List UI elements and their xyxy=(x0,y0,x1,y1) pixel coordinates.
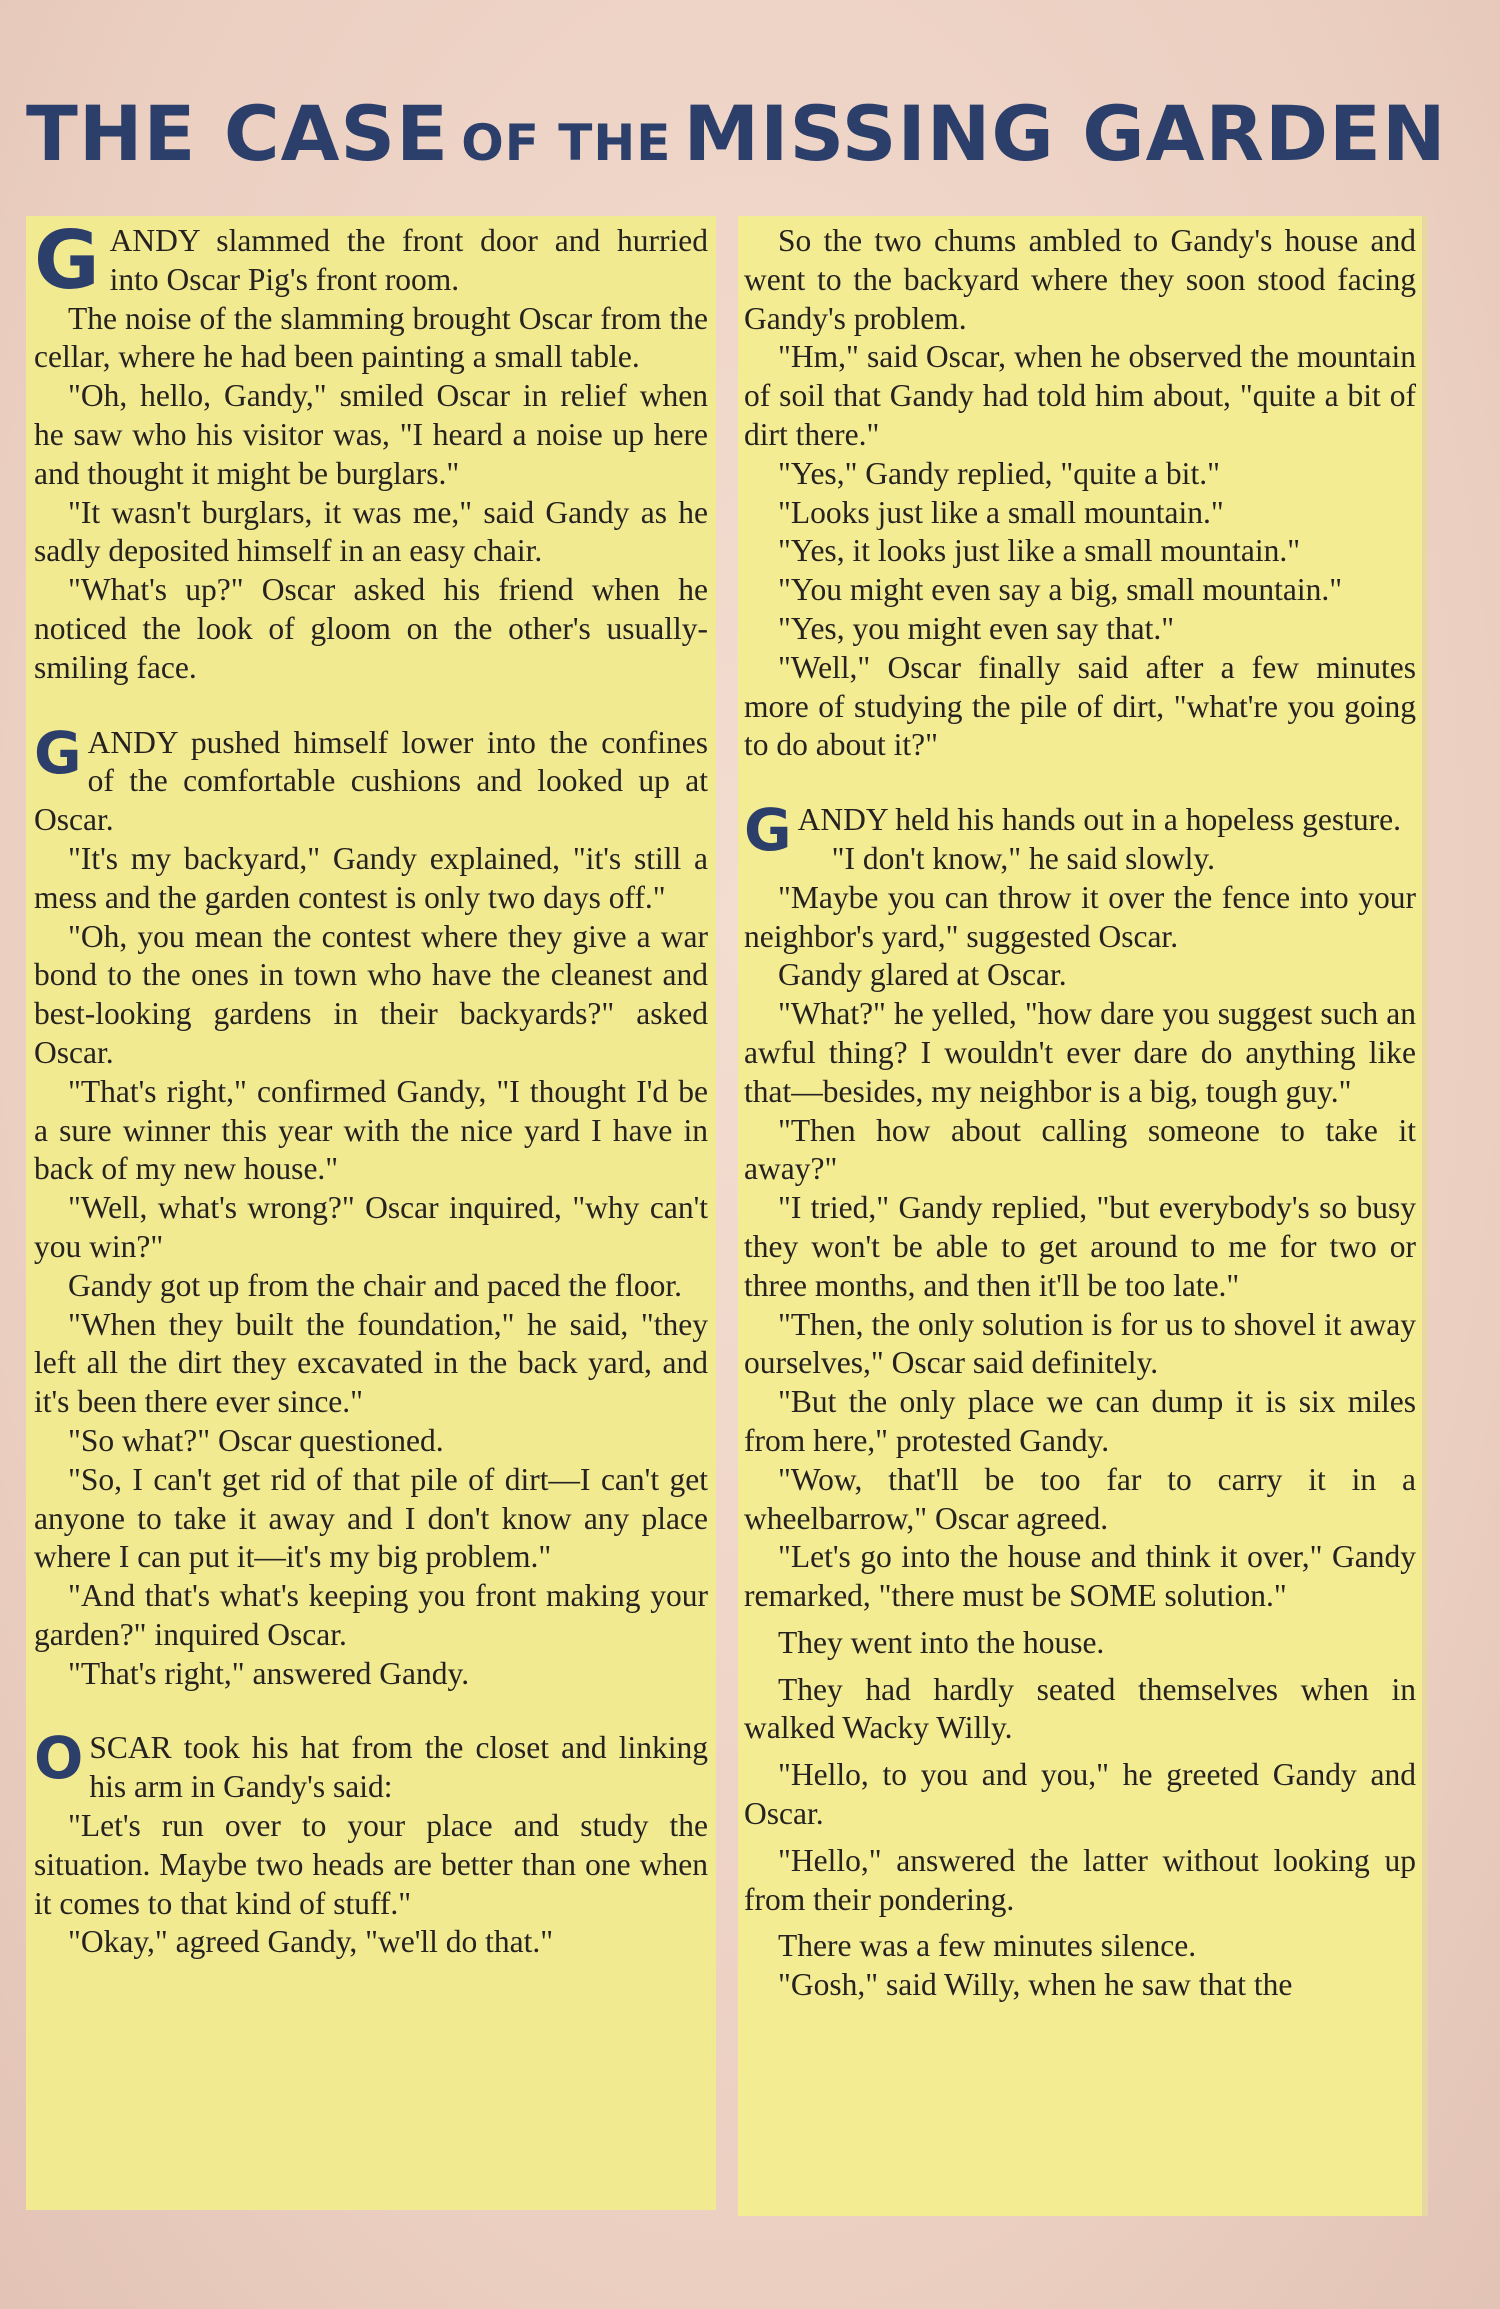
right-paragraph-13: "What?" he yelled, "how dare you suggest such an awful thing? I wouldn't ever dare do anything like that—besides, my neighbor is a big, tough guy." xyxy=(744,996,1416,1109)
left-paragraph-14: "So, I can't get rid of that pile of dirt—I can't get anyone to take it away and I don't know any place where I can put it—it's my big problem." xyxy=(34,1461,708,1575)
title-part-1: THE CASE xyxy=(26,89,450,178)
left-paragraph-11: Gandy got up from the chair and paced the floor. xyxy=(68,1267,683,1303)
paragraph-text: SCAR took his hat from the closet and linking his arm in Gandy's said: xyxy=(89,1730,708,1805)
left-paragraph-17 xyxy=(34,1724,708,1807)
right-paragraph-7: "Yes, you might even say that." xyxy=(778,610,1175,646)
left-paragraph-8: "Oh, you mean the contest where they give a war bond to the ones in town who have the cleanest and best-looking gardens in their backyards?" asked Oscar. xyxy=(34,918,708,1070)
left-paragraph-13: "So what?" Oscar questioned. xyxy=(68,1422,444,1458)
right-paragraph-20: They went into the house. xyxy=(778,1624,1105,1660)
right-paragraph-23: "Hello," answered the latter without looking up from their pondering. xyxy=(744,1842,1416,1917)
left-paragraph-5: "What's up?" Oscar asked his friend when he noticed the look of gloom on the other's usually-smiling face. xyxy=(34,572,708,685)
left-paragraph-15: "And that's what's keeping you front making your garden?" inquired Oscar. xyxy=(34,1578,708,1652)
right-paragraph-4: "Looks just like a small mountain." xyxy=(778,494,1224,530)
right-paragraph-17: "But the only place we can dump it is six miles from here," protested Gandy. xyxy=(744,1384,1416,1458)
right-paragraph-14: "Then how about calling someone to take it away?" xyxy=(744,1112,1416,1187)
left-paragraph-18: "Let's run over to your place and study the situation. Maybe two heads are better than one when it comes to that kind of stuff." xyxy=(34,1808,708,1921)
right-paragraph-24: There was a few minutes silence. xyxy=(778,1928,1197,1964)
title-part-3: MISSING GARDEN xyxy=(683,89,1447,178)
right-paragraph-5: "Yes, it looks just like a small mountain." xyxy=(778,533,1301,569)
left-paragraph-4: "It wasn't burglars, it was me," said Gandy as he sadly deposited himself in an easy chair. xyxy=(34,494,708,569)
right-paragraph-11: "Maybe you can throw it over the fence into your neighbor's yard," suggested Oscar. xyxy=(744,879,1416,954)
right-paragraph-8: "Well," Oscar finally said after a few minutes more of studying the pile of dirt, "what're you going to do about it?" xyxy=(744,649,1416,763)
left-paragraph-16: "That's right," answered Gandy. xyxy=(68,1655,470,1691)
section-gap xyxy=(34,1693,708,1729)
right-paragraph-25: "Gosh," said Willy, when he saw that the xyxy=(778,1967,1293,2003)
left-paragraph-7: "It's my backyard," Gandy explained, "it's still a mess and the garden contest is only two days off." xyxy=(34,840,708,915)
right-paragraph-18: "Wow, that'll be too far to carry it in a wheelbarrow," Oscar agreed. xyxy=(744,1461,1416,1536)
right-paragraph-21: They had hardly seated themselves when in walked Wacky Willy. xyxy=(744,1671,1416,1746)
section-gap xyxy=(744,765,1416,801)
right-paragraph-2: "Hm," said Oscar, when he observed the mountain of soil that Gandy had told him about, "quite a bit of dirt there." xyxy=(744,339,1416,452)
right-paragraph-19: "Let's go into the house and think it over," Gandy remarked, "there must be SOME solution." xyxy=(744,1539,1416,1614)
left-column xyxy=(26,216,716,2210)
paragraph-text: ANDY held his hands out in a hopeless gesture. xyxy=(797,802,1401,838)
drop-cap: O xyxy=(34,1724,84,1793)
left-paragraph-2: The noise of the slamming brought Oscar from the cellar, where he had been painting a small table. xyxy=(34,300,708,375)
right-paragraph-15: "I tried," Gandy replied, "but everybody's so busy they won't be able to get around to me for two or three months, and then it'll be too late." xyxy=(744,1190,1416,1303)
paragraph-text: ANDY slammed the front door and hurried into Oscar Pig's front room. xyxy=(109,223,708,297)
left-paragraph-19: "Okay," agreed Gandy, "we'll do that." xyxy=(68,1924,554,1960)
right-column xyxy=(738,216,1422,2216)
drop-cap: G xyxy=(744,796,792,865)
left-paragraph-9: "That's right," confirmed Gandy, "I thought I'd be a sure winner this year with the nice yard I have in back of my new house." xyxy=(34,1073,708,1187)
right-paragraph-12: Gandy glared at Oscar. xyxy=(778,957,1067,993)
drop-cap: G xyxy=(34,214,100,307)
left-paragraph-1 xyxy=(34,214,708,307)
drop-cap: G xyxy=(34,718,82,787)
paragraph-text: ANDY pushed himself lower into the confines of the comfortable cushions and looked up at Oscar. xyxy=(34,724,708,838)
right-paragraph-22: "Hello, to you and you," he greeted Gandy and Oscar. xyxy=(744,1757,1416,1832)
right-paragraph-1: So the two chums ambled to Gandy's house and went to the backyard where they soon stood facing Gandy's problem. xyxy=(744,223,1416,336)
left-paragraph-3: "Oh, hello, Gandy," smiled Oscar in relief when he saw who his visitor was, "I heard a noise up here and thought it might be burglars." xyxy=(34,378,708,491)
left-paragraph-10: "Well, what's wrong?" Oscar inquired, "why can't you win?" xyxy=(34,1190,708,1264)
left-paragraph-6 xyxy=(34,718,708,840)
right-paragraph-10: "I don't know," he said slowly. xyxy=(831,840,1216,876)
right-paragraph-16: "Then, the only solution is for us to shovel it away ourselves," Oscar said definitely. xyxy=(744,1306,1416,1381)
title-part-2: OF THE xyxy=(461,114,672,172)
right-paragraph-3: "Yes," Gandy replied, "quite a bit." xyxy=(778,455,1220,491)
section-gap xyxy=(34,688,708,724)
right-paragraph-6: "You might even say a big, small mountain." xyxy=(778,572,1343,608)
left-paragraph-12: "When they built the foundation," he said, "they left all the dirt they excavated in the back yard, and it's been there ever since." xyxy=(34,1306,708,1420)
story-title xyxy=(26,89,1466,178)
